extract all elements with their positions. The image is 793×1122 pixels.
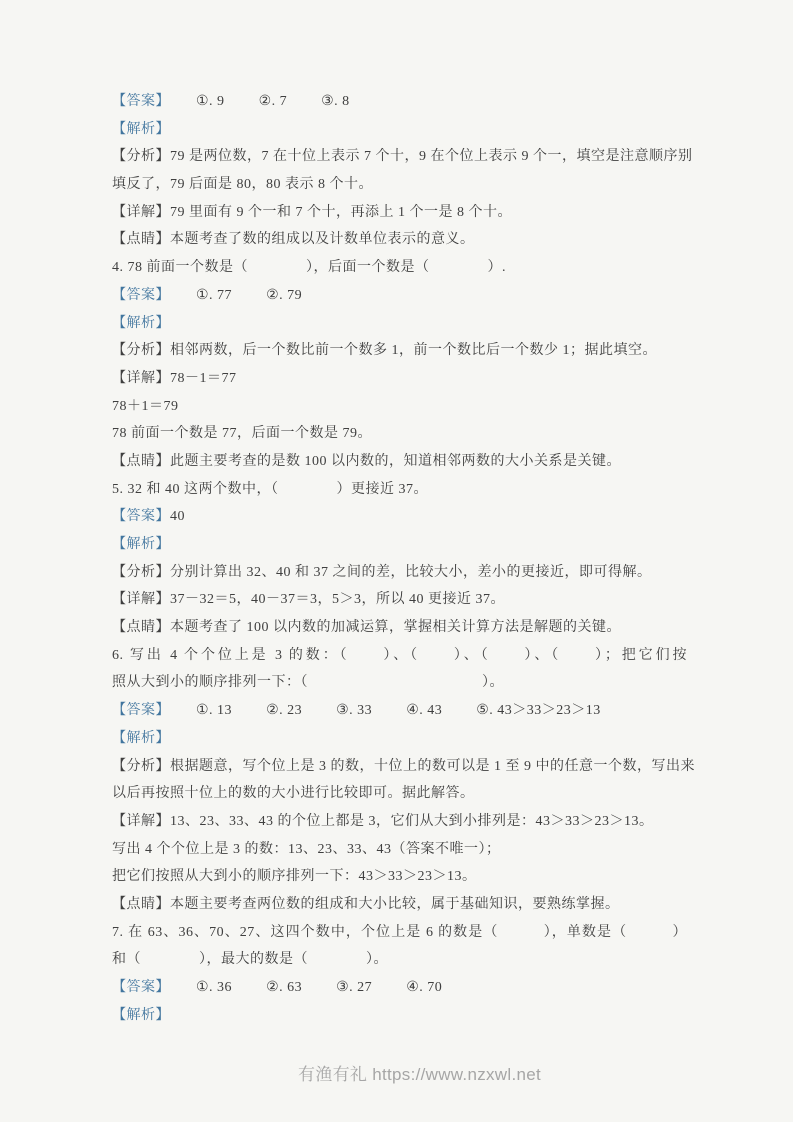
text-line: 4. 78 前面一个数是（ ），后面一个数是（ ）.	[112, 260, 506, 276]
text-line: 7. 在 63、36、70、27、这四个数中，个位上是 6 的数是（ ），单数是（ ）	[112, 924, 687, 940]
text-line: 【点睛】本题主要考查两位数的组成和大小比较，属于基础知识，要熟练掌握。	[112, 896, 620, 912]
analysis-label-line	[112, 310, 687, 338]
text-line: 和（ ），最大的数是（ ）。	[112, 952, 388, 968]
answer-line	[112, 697, 687, 725]
text-line: 6. 写出 4 个个位上是 3 的数：（ ）、（ ）、（ ）、（ ）；把它们按	[112, 647, 687, 663]
answer-label: 【答案】	[112, 94, 170, 109]
answer-label: 【答案】	[112, 509, 170, 525]
answer-item: ①. 9	[196, 94, 225, 109]
analysis-label: 【解析】	[112, 1007, 170, 1023]
answer-item: ③. 27	[336, 980, 373, 995]
text-line: 【点睛】本题考查了 100 以内数的加减运算，掌握相关计算方法是解题的关键。	[112, 620, 621, 636]
analysis-label-line	[112, 725, 687, 753]
answer-item: ②. 7	[258, 94, 288, 109]
text-line: 写出 4 个个位上是 3 的数：13、23、33、43（答案不唯一）；	[112, 841, 501, 857]
page-footer	[0, 1060, 793, 1085]
answer-item: ①. 13	[196, 703, 233, 719]
answer-item: ②. 63	[266, 980, 303, 995]
answer-label: 【答案】	[112, 703, 170, 719]
analysis-label: 【解析】	[112, 121, 170, 137]
text-line: 5. 32 和 40 这两个数中，（ ）更接近 37。	[112, 481, 428, 497]
document-content	[112, 88, 695, 1029]
text-line: 78＋1＝79	[112, 398, 179, 414]
footer-watermark-text: 有渔有礼 https://www.nzxwl.net	[297, 1065, 542, 1084]
answer-item: ③. 33	[336, 703, 373, 719]
answer-line	[112, 88, 687, 116]
text-line: 【分析】相邻两数，后一个数比前一个数多 1，前一个数比后一个数少 1；据此填空。	[112, 343, 657, 359]
answer-item: ④. 43	[406, 703, 443, 719]
text-line: 【分析】分别计算出 32、40 和 37 之间的差，比较大小，差小的更接近，即可得解。	[112, 564, 652, 580]
text-line: 照从大到小的顺序排列一下：（ ）。	[112, 675, 504, 691]
answer-value: 40	[170, 509, 185, 525]
text-line: 以后再按照十位上的数的大小进行比较即可。据此解答。	[112, 786, 475, 802]
answer-line	[112, 503, 687, 531]
analysis-label-line	[112, 1002, 687, 1030]
text-line: 【详解】37－32＝5，40－37＝3，5＞3，所以 40 更接近 37。	[112, 592, 505, 608]
text-line: 把它们按照从大到小的顺序排列一下：43＞33＞23＞13。	[112, 869, 477, 885]
answer-item: ①. 77	[196, 287, 233, 303]
answer-label: 【答案】	[112, 980, 170, 995]
analysis-label: 【解析】	[112, 315, 170, 331]
answer-item: ②. 23	[266, 703, 303, 719]
analysis-label-line	[112, 116, 687, 144]
answer-item: ③. 8	[321, 94, 350, 109]
answer-item: ⑤. 43＞33＞23＞13	[476, 703, 601, 719]
answer-item: ②. 79	[266, 287, 303, 303]
text-line: 【详解】13、23、33、43 的个位上都是 3，它们从大到小排列是：43＞33＞23＞13。	[112, 813, 654, 829]
answer-item: ④. 70	[406, 980, 443, 995]
answer-label: 【答案】	[112, 287, 170, 303]
text-line: 【分析】79 是两位数，7 在十位上表示 7 个十，9 在个位上表示 9 个一，填空是注意顺序别	[112, 149, 693, 165]
analysis-label-line	[112, 531, 687, 559]
answer-line	[112, 974, 687, 1002]
text-line: 【详解】78－1＝77	[112, 370, 237, 386]
text-line: 【点睛】此题主要考查的是数 100 以内数的，知道相邻两数的大小关系是关键。	[112, 453, 621, 469]
answer-item: ①. 36	[196, 980, 233, 995]
analysis-label: 【解析】	[112, 537, 170, 552]
text-line: 【分析】根据题意，写个位上是 3 的数，十位上的数可以是 1 至 9 中的任意一个数，写出来	[112, 758, 695, 774]
answer-line	[112, 282, 687, 310]
analysis-label: 【解析】	[112, 730, 170, 746]
text-line: 【详解】79 里面有 9 个一和 7 个十，再添上 1 个一是 8 个十。	[112, 204, 512, 220]
text-line: 填反了，79 后面是 80，80 表示 8 个十。	[112, 177, 373, 193]
text-line: 【点睛】本题考查了数的组成以及计数单位表示的意义。	[112, 232, 475, 248]
text-line: 78 前面一个数是 77，后面一个数是 79。	[112, 426, 372, 442]
